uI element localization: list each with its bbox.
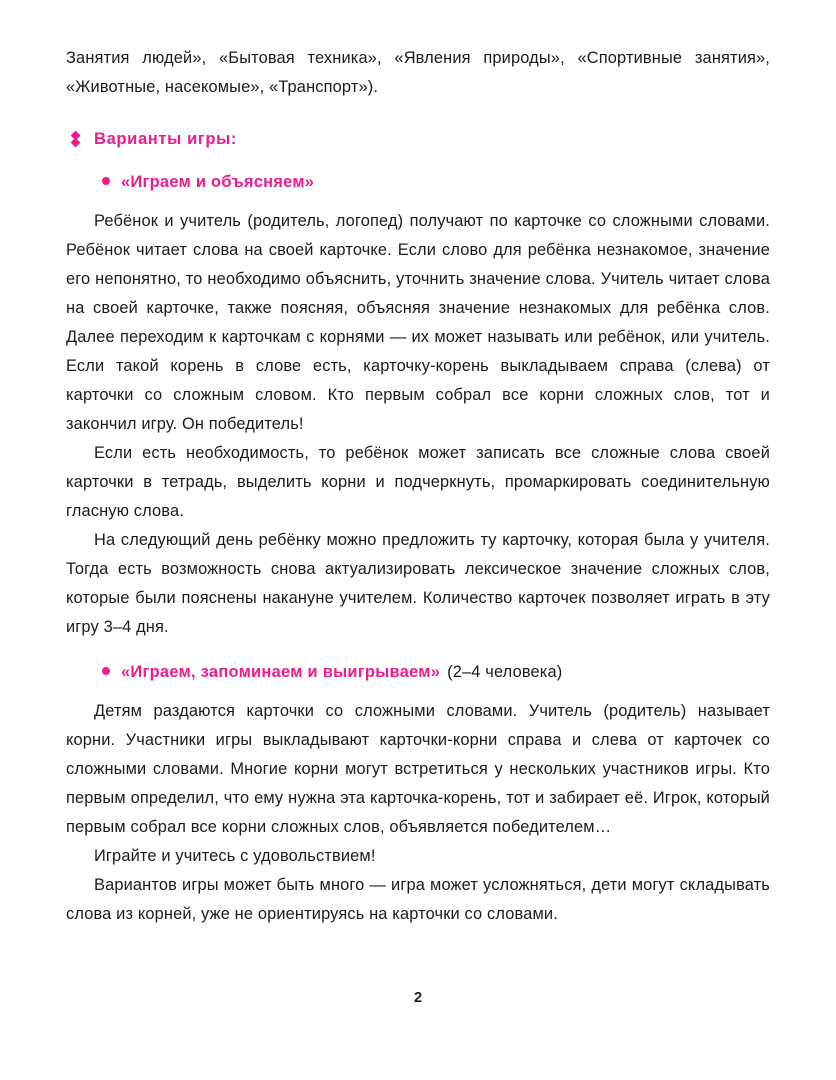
top-paragraph: Занятия людей», «Бытовая техника», «Явления природы», «Спортивные занятия», «Животные, насекомые», «Транспорт»). bbox=[66, 49, 770, 96]
spacer bbox=[66, 102, 770, 126]
variant2-paragraph-3: Вариантов игры может быть много — игра может усложняться, дети могут складывать слова из корней, уже не ориентируясь на карточки со словами. bbox=[66, 876, 770, 923]
variant-heading-2 bbox=[66, 659, 770, 686]
spacer bbox=[66, 686, 770, 697]
variant1-paragraph-3: На следующий день ребёнку можно предложить ту карточку, которая была у учителя. Тогда есть возможность снова актуализировать лексическое значение сложных слов, которые были пояснены накануне учителем. Количество карточек позволяет играть в эту игру 3–4 дня. bbox=[66, 531, 770, 636]
dot-bullet-icon bbox=[102, 177, 110, 185]
variant2-paragraph-2: Играйте и учитесь с удовольствием! bbox=[94, 847, 376, 865]
spacer bbox=[66, 196, 770, 207]
variant-title: «Играем, запоминаем и выигрываем» bbox=[121, 663, 441, 681]
variant1-paragraph-1: Ребёнок и учитель (родитель, логопед) получают по карточке со сложными словами. Ребёнок читает слова на своей карточке. Если слово для ребёнка незнакомое, значение его непонятно, то необходимо объяснить, уточнить значение слова. Учитель читает слова на своей карточке, также поясняя, объясняя значение незнакомых для ребёнка слов. Далее переходим к карточкам с корнями — их может называть или ребёнок, или учитель. Если такой корень в слове есть, карточку-корень выкладываем справа (слева) от карточки со сложным словом. Кто первым собрал все корни сложных слов, тот и закончил игру. Он победитель! bbox=[66, 212, 770, 433]
page-number: 2 bbox=[413, 990, 423, 1006]
variant1-paragraph-2: Если есть необходимость, то ребёнок может записать все сложные слова своей карточки в тетрадь, выделить корни и подчеркнуть, промаркировать соединительную гласную слова. bbox=[66, 444, 770, 520]
spacer bbox=[66, 152, 770, 169]
variant2-paragraph-1: Детям раздаются карточки со сложными словами. Учитель (родитель) называет корни. Участники игры выкладывают карточки-корни справа и слева от карточек со сложными словами. Многие корни могут встретиться у нескольких участников игры. Кто первым определил, что ему нужна эта карточка-корень, тот и забирает её. Игрок, который первым собрал все корни сложных слов, объявляется победителем… bbox=[66, 702, 770, 836]
dot-bullet-icon bbox=[102, 667, 110, 675]
variant-heading-1 bbox=[66, 169, 770, 196]
diamond-bullet-icon bbox=[68, 132, 82, 146]
variant-subtitle: (2–4 человека) bbox=[447, 663, 563, 681]
variant-title: «Играем и объясняем» bbox=[121, 173, 315, 191]
section-heading-variants bbox=[66, 126, 770, 152]
spacer bbox=[66, 642, 770, 659]
page-content bbox=[66, 44, 770, 929]
section-heading-label: Варианты игры: bbox=[94, 129, 238, 148]
